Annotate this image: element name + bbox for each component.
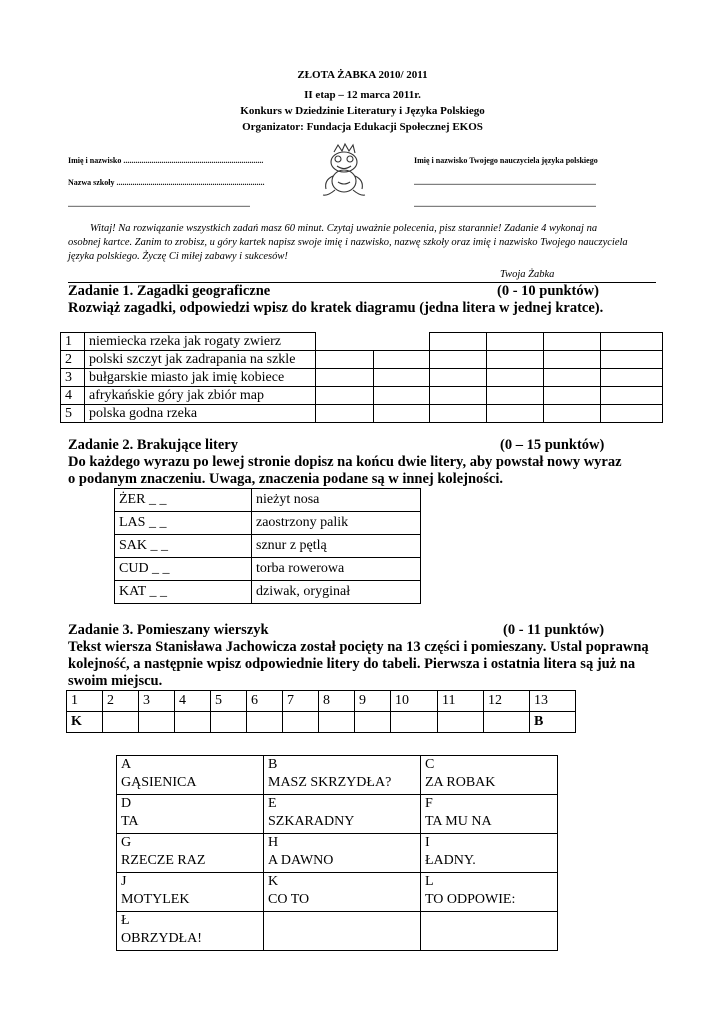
piece-text: ŁADNY. (425, 853, 476, 868)
table-row (117, 795, 558, 834)
clue-number: 1 (61, 333, 85, 351)
piece-text: TA MU NA (425, 814, 492, 829)
contest-name: Konkurs w Dziedzinie Literatury i Języka Polskiego (240, 105, 485, 117)
piece-cell (264, 873, 421, 912)
contest-stage: II etap – 12 marca 2011r. (304, 89, 421, 101)
table-row (117, 756, 558, 795)
piece-text: MASZ SKRZYDŁA? (268, 775, 392, 790)
piece-cell (264, 834, 421, 873)
teacher-name-field[interactable]: ........................................................................................... (414, 178, 596, 187)
task1-diagram (60, 332, 663, 423)
piece-letter: Ł (121, 913, 130, 928)
piece-letter: H (268, 835, 279, 850)
piece-cell (421, 873, 558, 912)
piece-cell (117, 912, 264, 951)
task2-points: (0 – 15 punktów) (500, 437, 605, 453)
answer-cell[interactable] (430, 333, 487, 351)
piece-letter: C (425, 757, 435, 772)
task2-title: Zadanie 2. Brakujące litery (68, 437, 238, 453)
number-cell: 9 (355, 691, 391, 712)
word-cell[interactable]: ŻER _ _ (115, 489, 252, 512)
extra-line-left[interactable]: ........................................................................................... (68, 200, 250, 209)
piece-cell (421, 795, 558, 834)
letter-cell[interactable] (211, 712, 247, 733)
piece-letter: L (425, 874, 434, 889)
number-cell: 4 (175, 691, 211, 712)
clue-text: afrykańskie góry jak zbiór map (85, 387, 316, 405)
piece-cell (117, 834, 264, 873)
clue-text: polski szczyt jak zadrapania na szkle (85, 351, 316, 369)
table-row (117, 912, 558, 951)
table-row (117, 873, 558, 912)
answer-cell[interactable] (373, 351, 430, 369)
piece-cell (117, 756, 264, 795)
meaning-cell: zaostrzony palik (252, 512, 421, 535)
piece-letter: D (121, 796, 132, 811)
word-cell[interactable]: LAS _ _ (115, 512, 252, 535)
task3-pieces-table (116, 755, 558, 951)
intro-line-3: języka polskiego. Życzę Ci miłej zabawy i sukcesów! (68, 251, 288, 262)
number-cell: 10 (391, 691, 438, 712)
meaning-cell: dziwak, oryginał (252, 581, 421, 604)
task2-instruction-1: Do każdego wyrazu po lewej stronie dopisz na końcu dwie litery, aby powstał nowy wyraz (68, 454, 622, 470)
answer-cell[interactable] (601, 369, 663, 387)
table-row (61, 405, 663, 423)
meaning-cell: torba rowerowa (252, 558, 421, 581)
letter-cell[interactable] (247, 712, 283, 733)
answer-cell[interactable] (601, 387, 663, 405)
task1-points: (0 - 10 punktów) (497, 283, 599, 299)
answer-cell[interactable] (316, 387, 374, 405)
task1-title: Zadanie 1. Zagadki geograficzne (68, 283, 271, 299)
letter-row (67, 712, 576, 733)
number-cell: 12 (484, 691, 530, 712)
answer-cell[interactable] (430, 387, 487, 405)
letter-cell[interactable] (484, 712, 530, 733)
number-cell: 13 (530, 691, 576, 712)
word-cell[interactable]: CUD _ _ (115, 558, 252, 581)
piece-letter: A (121, 757, 132, 772)
piece-letter: F (425, 796, 433, 811)
piece-letter: E (268, 796, 277, 811)
table-row (115, 535, 421, 558)
number-cell: 2 (103, 691, 139, 712)
table-row (61, 387, 663, 405)
task3-title: Zadanie 3. Pomieszany wierszyk (68, 622, 269, 638)
piece-text: SZKARADNY (268, 814, 355, 829)
letter-cell-first: K (67, 712, 103, 733)
clue-number: 5 (61, 405, 85, 423)
answer-cell[interactable] (487, 351, 544, 369)
answer-cell[interactable] (373, 387, 430, 405)
piece-cell-empty (264, 912, 421, 951)
number-cell: 3 (139, 691, 175, 712)
answer-cell[interactable] (430, 369, 487, 387)
table-row (61, 369, 663, 387)
clue-text: polska godna rzeka (85, 405, 316, 423)
piece-text: MOTYLEK (121, 892, 190, 907)
letter-cell[interactable] (139, 712, 175, 733)
answer-cell[interactable] (316, 351, 374, 369)
letter-cell[interactable] (283, 712, 319, 733)
letter-cell[interactable] (355, 712, 391, 733)
table-row (115, 512, 421, 535)
table-row (61, 333, 663, 351)
meaning-cell: nieżyt nosa (252, 489, 421, 512)
intro-signature: Twoja Żabka (500, 269, 555, 280)
clue-number: 3 (61, 369, 85, 387)
piece-letter: J (121, 874, 127, 889)
piece-text: RZECZE RAZ (121, 853, 206, 868)
letter-cell-last: B (530, 712, 576, 733)
answer-cell[interactable] (430, 405, 487, 423)
student-name-field[interactable]: Imię i nazwisko ...................................................................... (68, 156, 264, 165)
answer-cell[interactable] (316, 405, 374, 423)
number-cell: 5 (211, 691, 247, 712)
contest-title: ZŁOTA ŻABKA 2010/ 2011 (297, 69, 428, 81)
piece-cell (264, 756, 421, 795)
intro-line-1: Witaj! Na rozwiązanie wszystkich zadań masz 60 minut. Czytaj uważnie polecenia, pisz starannie! Zadanie 4 wykonaj na (90, 223, 598, 234)
letter-cell[interactable] (319, 712, 355, 733)
clue-text: bułgarskie miasto jak imię kobiece (85, 369, 316, 387)
number-cell: 8 (319, 691, 355, 712)
answer-cell[interactable] (487, 369, 544, 387)
letter-cell[interactable] (175, 712, 211, 733)
word-cell[interactable]: KAT _ _ (115, 581, 252, 604)
clue-number: 4 (61, 387, 85, 405)
extra-line-right[interactable]: ........................................................................................... (414, 200, 596, 209)
answer-cell[interactable] (601, 351, 663, 369)
table-row (115, 558, 421, 581)
piece-text: OBRZYDŁA! (121, 931, 202, 946)
answer-cell[interactable] (601, 405, 663, 423)
task1-instruction: Rozwiąż zagadki, odpowiedzi wpisz do kratek diagramu (jedna litera w jednej kratce). (68, 300, 604, 316)
answer-cell[interactable] (544, 351, 601, 369)
number-cell: 7 (283, 691, 319, 712)
number-row (67, 691, 576, 712)
answer-cell[interactable] (487, 405, 544, 423)
task3-order-table (66, 690, 576, 733)
letter-cell[interactable] (103, 712, 139, 733)
piece-text: GĄSIENICA (121, 775, 197, 790)
piece-cell (117, 795, 264, 834)
piece-cell (421, 756, 558, 795)
piece-text: TO ODPOWIE: (425, 892, 516, 907)
number-cell: 11 (438, 691, 484, 712)
piece-text: CO TO (268, 892, 310, 907)
school-name-field[interactable]: Nazwa szkoły .......................................................................... (68, 178, 265, 187)
answer-cell[interactable] (487, 387, 544, 405)
answer-cell[interactable] (601, 333, 663, 351)
piece-text: ZA ROBAK (425, 775, 496, 790)
task2-instruction-2: o podanym znaczeniu. Uwaga, znaczenia podane są w innej kolejności. (68, 471, 504, 487)
frog-logo-icon (318, 142, 370, 200)
piece-text: TA (121, 814, 139, 829)
task3-instruction-3: swoim miejscu. (68, 673, 163, 689)
meaning-cell: sznur z pętlą (252, 535, 421, 558)
word-cell[interactable]: SAK _ _ (115, 535, 252, 558)
table-row (61, 351, 663, 369)
task3-instruction-2: kolejność, a następnie wpisz odpowiednie litery do tabeli. Pierwsza i ostatnia litera są już na (68, 656, 636, 672)
intro-line-2: osobnej kartce. Zanim to zrobisz, u góry kartek napisz swoje imię i nazwisko, nazwę szkoły oraz imię i nazwisko Twojego nauczyciela (68, 237, 628, 248)
number-cell: 1 (67, 691, 103, 712)
task2-table (114, 488, 421, 604)
contest-organizer: Organizator: Fundacja Edukacji Społecznej EKOS (242, 121, 483, 133)
piece-letter: I (425, 835, 430, 850)
piece-letter: K (268, 874, 279, 889)
answer-cell[interactable] (544, 369, 601, 387)
piece-letter: G (121, 835, 132, 850)
table-row (115, 581, 421, 604)
answer-cell[interactable] (544, 405, 601, 423)
clue-number: 2 (61, 351, 85, 369)
piece-cell (421, 834, 558, 873)
answer-cell[interactable] (487, 333, 544, 351)
answer-cell[interactable] (544, 387, 601, 405)
teacher-name-label: Imię i nazwisko Twojego nauczyciela języka polskiego (414, 156, 598, 165)
answer-cell[interactable] (316, 369, 374, 387)
table-row (115, 489, 421, 512)
answer-cell[interactable] (544, 333, 601, 351)
piece-cell (117, 873, 264, 912)
number-cell: 6 (247, 691, 283, 712)
piece-cell-empty (421, 912, 558, 951)
task3-instruction-1: Tekst wiersza Stanisława Jachowicza został pocięty na 13 części i pomieszany. Ustal poprawną (68, 639, 649, 655)
answer-cell[interactable] (373, 405, 430, 423)
task3-points: (0 - 11 punktów) (503, 622, 605, 638)
piece-letter: B (268, 757, 278, 772)
table-row (117, 834, 558, 873)
piece-cell (264, 795, 421, 834)
answer-cell[interactable] (430, 351, 487, 369)
answer-cell[interactable] (373, 369, 430, 387)
letter-cell[interactable] (438, 712, 484, 733)
clue-text: niemiecka rzeka jak rogaty zwierz (85, 333, 316, 351)
piece-text: A DAWNO (268, 853, 334, 868)
letter-cell[interactable] (391, 712, 438, 733)
